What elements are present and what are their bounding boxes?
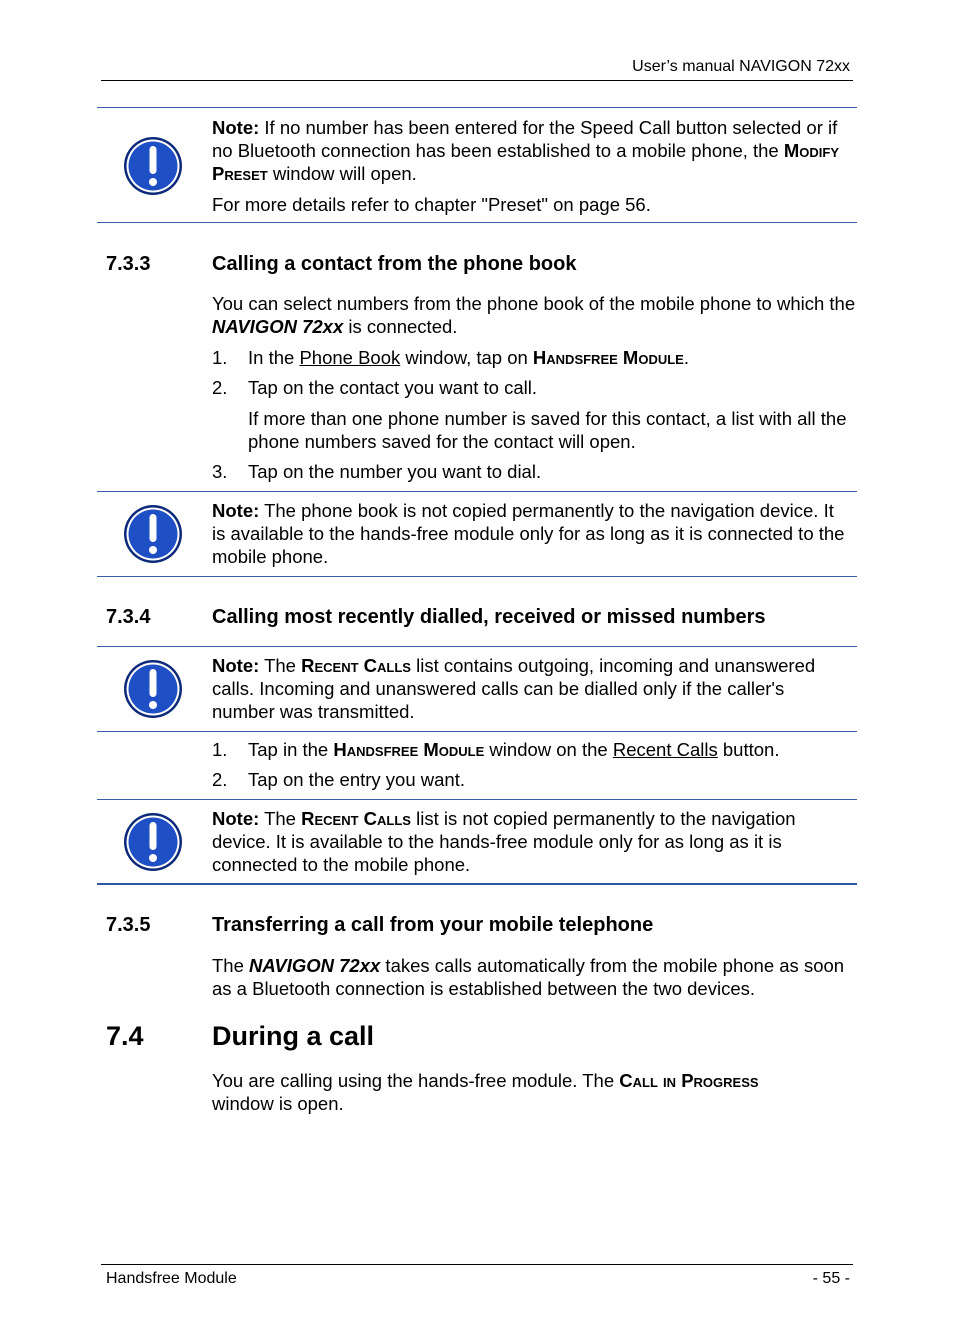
section-title: Calling a contact from the phone book <box>212 253 577 275</box>
header-rule <box>101 80 853 81</box>
phone-book-button-ref: Phone Book <box>299 347 401 368</box>
note-text: Note: If no number has been entered for the Speed Call button selected or if no Bluetooth connection has been established to a mobile phone, the Modify Preset window will open. For more details refer to chapter "Preset" on page 56. <box>212 116 852 216</box>
section-number: 7.3.4 <box>106 606 151 628</box>
note-reference: For more details refer to chapter "Preset" on page 56. <box>212 194 651 215</box>
note-text: Note: The Recent Calls list contains outgoing, incoming and unanswered calls. Incoming and unanswered calls can be dialled only if the caller's number was transmitted. <box>212 655 816 722</box>
step-number: 3. <box>212 461 228 482</box>
section-body: The NAVIGON 72xx takes calls automatically from the mobile phone as soon as a Bluetooth connection is established between the two devices. <box>212 955 845 999</box>
step-detail: If more than one phone number is saved for this contact, a list with all the phone numbers saved for the contact will open. <box>248 408 847 452</box>
footer-rule <box>101 1264 853 1265</box>
step-text: Tap on the contact you want to call. <box>248 377 537 398</box>
window-name: Modify Preset <box>212 140 840 184</box>
exclamation-icon <box>122 811 184 873</box>
note-label: Note: <box>212 117 260 138</box>
step-text: Tap on the entry you want. <box>248 769 465 790</box>
note-text: Note: The phone book is not copied permanently to the navigation device. It is available to the hands-free module only for as long as it is connected to the mobile phone. <box>212 500 845 567</box>
step-number: 1. <box>212 739 228 760</box>
note-box-recent-calls <box>97 646 857 732</box>
exclamation-icon <box>122 135 184 197</box>
section-intro: You can select numbers from the phone book of the mobile phone to which the NAVIGON 72xx is connected. <box>212 293 856 337</box>
page-header-title: User’s manual NAVIGON 72xx <box>632 58 850 75</box>
exclamation-icon <box>122 658 184 720</box>
note-label: Note: <box>212 500 260 521</box>
recent-calls-button-ref: Recent Calls <box>612 739 718 760</box>
note-label: Note: <box>212 655 260 676</box>
note-label: Note: <box>212 808 260 829</box>
exclamation-icon <box>122 503 184 565</box>
section-title: Calling most recently dialled, received or missed numbers <box>212 606 766 628</box>
section-number: 7.3.5 <box>106 914 151 936</box>
note-text: Note: The Recent Calls list is not copied permanently to the navigation device. It is available to the hands-free module only for as long as it is connected to the mobile phone. <box>212 808 796 875</box>
note-box-phone-book <box>97 491 857 577</box>
note-box-recent-calls-copy <box>97 799 857 885</box>
page-number: - 55 - <box>812 1270 850 1287</box>
step-text: In the Phone Book window, tap on Handsfree Module. <box>248 347 689 368</box>
section-number: 7.3.3 <box>106 253 151 275</box>
step-number: 2. <box>212 769 228 790</box>
product-name: NAVIGON 72xx <box>212 316 344 337</box>
step-text: Tap in the Handsfree Module window on the Recent Calls button. <box>248 739 780 760</box>
step-number: 2. <box>212 377 228 398</box>
product-name: NAVIGON 72xx <box>249 955 381 976</box>
chapter-number: 7.4 <box>106 1021 144 1051</box>
step-text: Tap on the number you want to dial. <box>248 461 542 482</box>
chapter-body: You are calling using the hands-free module. The Call in Progress window is open. <box>212 1070 759 1114</box>
footer-section: Handsfree Module <box>106 1270 237 1287</box>
chapter-title: During a call <box>212 1021 375 1051</box>
note-box-speed-call <box>97 107 857 223</box>
step-number: 1. <box>212 347 228 368</box>
section-title: Transferring a call from your mobile telephone <box>212 914 654 936</box>
